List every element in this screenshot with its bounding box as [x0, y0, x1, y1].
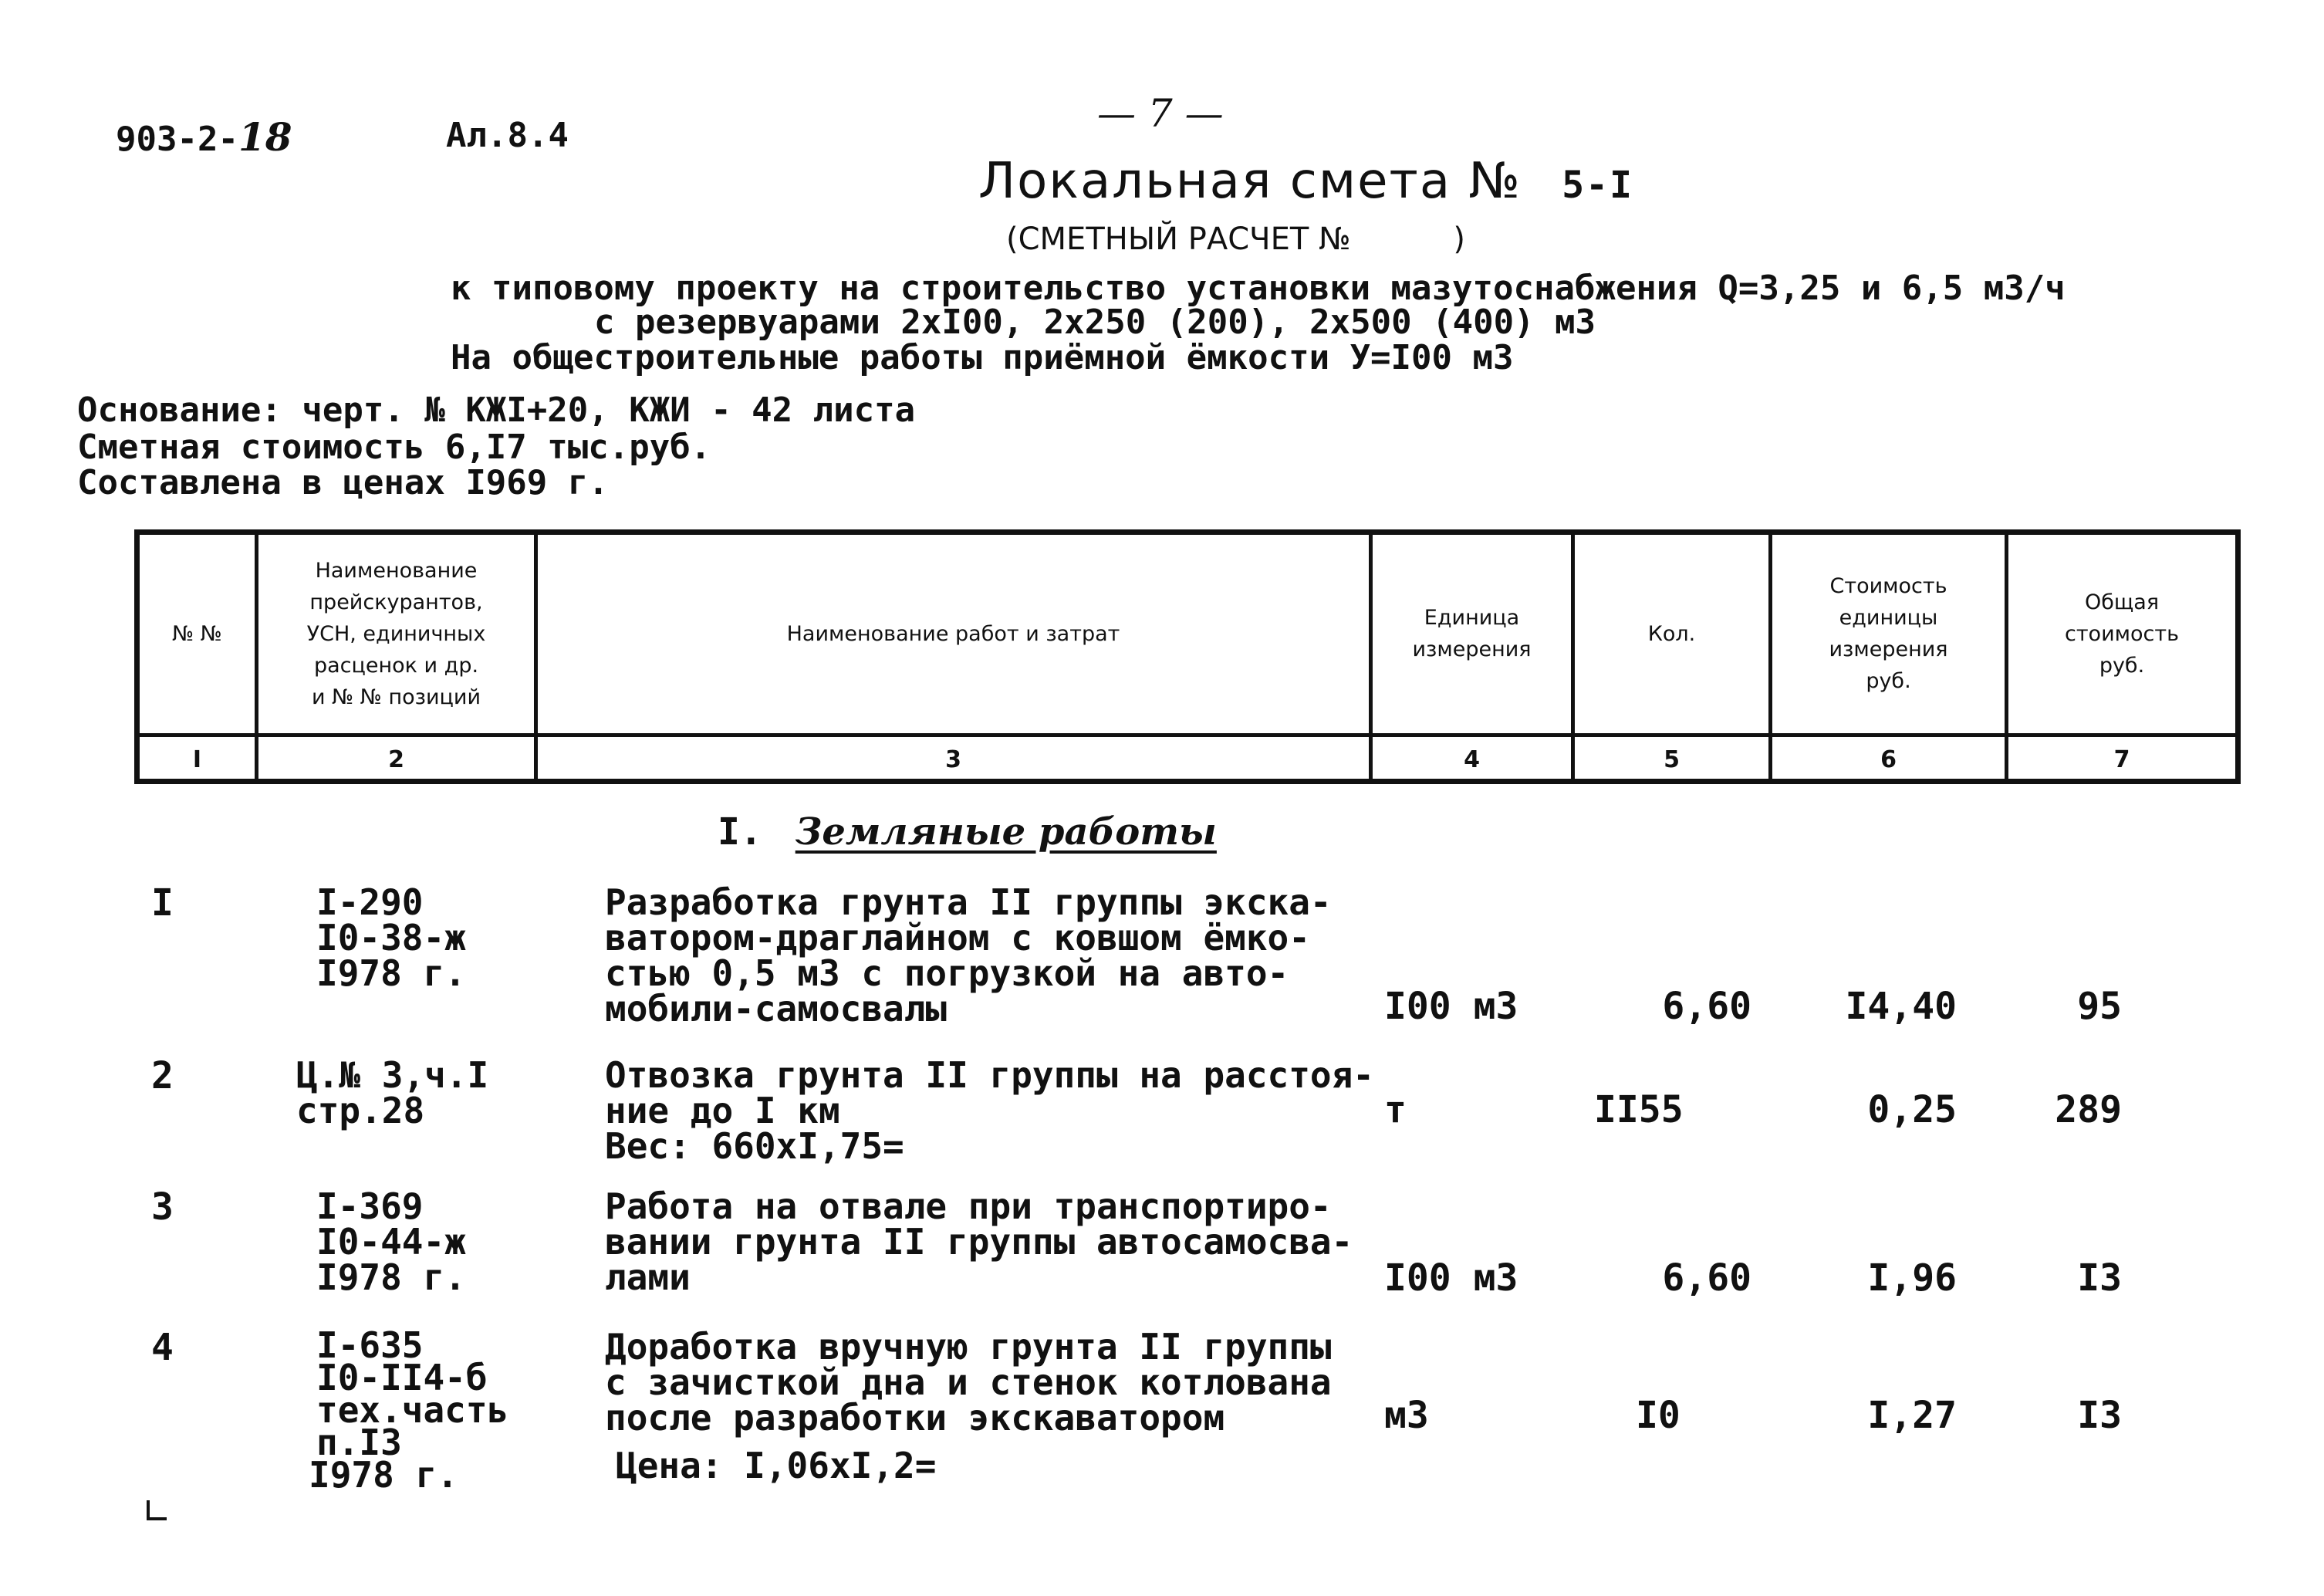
header-text: расценок и др. [313, 653, 479, 678]
row-unit: т [1384, 1088, 1407, 1131]
section-name: Земляные работы [795, 810, 1217, 854]
header-cell-quantity: Кол. [1647, 621, 1696, 646]
column-number: 2 [388, 746, 404, 773]
header-text: измерения [1412, 637, 1532, 661]
column-number: 7 [2113, 746, 2130, 773]
description-line-2: с резервуарами 2хI00, 2х250 (200), 2х500 (400) м3 [594, 303, 1596, 342]
corner-mark [147, 1500, 167, 1520]
desc-line: после разработки экскаватором [605, 1397, 1225, 1439]
desc-line: мобили-самосвалы [605, 988, 948, 1030]
album-number: Ал.8.4 [446, 116, 569, 155]
row-quantity: II55 [1594, 1088, 1684, 1131]
code-line: I-369 [316, 1185, 424, 1227]
row-total: 95 [2077, 985, 2122, 1028]
column-number: I [192, 746, 202, 773]
header-cell-number: № № [172, 621, 222, 646]
page-subtitle-text: (СМЕТНЫЙ РАСЧЕТ № [1006, 221, 1351, 257]
row-number: 3 [151, 1185, 174, 1229]
header-cell-unit-cost [1772, 537, 2005, 730]
header-text: Наименование [315, 558, 478, 583]
header-text: измерения [1829, 637, 1948, 661]
desc-line: Разработка грунта II группы экска- [605, 881, 1332, 923]
description-line-3: На общестроительные работы приёмной ёмкости У=I00 м3 [451, 338, 1514, 377]
section-number: I. [718, 810, 762, 854]
desc-line: вании грунта II группы автосамосва- [605, 1221, 1353, 1263]
column-number: 4 [1464, 746, 1480, 773]
row-number: 4 [151, 1326, 174, 1369]
header-cell-total-cost [2008, 537, 2235, 730]
desc-line: с зачисткой дна и стенок котлована [605, 1361, 1332, 1403]
page-title-number: 5-I [1562, 164, 1633, 207]
header-cell-work-name: Наименование работ и затрат [786, 621, 1120, 646]
row-total: 289 [2055, 1088, 2122, 1131]
code-line: I0-II4-б [316, 1357, 488, 1398]
row-description [605, 1054, 1374, 1167]
row-unit-price: I4,40 [1845, 985, 1957, 1028]
desc-line: Работа на отвале при транспортиро- [605, 1185, 1332, 1227]
page-title-text: Локальная смета № [978, 153, 1522, 210]
row-quantity: 6,60 [1662, 1256, 1751, 1300]
header-text: руб. [2099, 653, 2145, 678]
code-line: I978 г. [316, 1256, 466, 1298]
desc-line: Вес: 660хI,75= [605, 1125, 904, 1167]
header-text: Стоимость [1829, 574, 1947, 598]
desc-line: ватором-драглайном с ковшом ёмко- [605, 917, 1310, 959]
header-text: Единица [1424, 606, 1520, 630]
doc-code-printed: 903-2- [116, 120, 238, 159]
code-line: п.I3 [316, 1422, 402, 1463]
page-number: — 7 — [1097, 91, 1224, 136]
row-total: I3 [2077, 1256, 2122, 1300]
column-number: 5 [1664, 746, 1680, 773]
row-description [605, 881, 1332, 1030]
page-subtitle-close: ) [1453, 221, 1465, 257]
row-quantity: 6,60 [1662, 985, 1751, 1028]
column-number: 3 [945, 746, 961, 773]
desc-line: Цена: I,06хI,2= [616, 1445, 937, 1486]
row-code [316, 1185, 466, 1298]
column-number: 6 [1880, 746, 1897, 773]
row-unit-price: 0,25 [1867, 1088, 1957, 1131]
desc-line: ние до I км [605, 1090, 840, 1131]
row-description [605, 1185, 1353, 1298]
page-title [978, 153, 1633, 210]
basis-line: Основание: черт. № КЖI+20, КЖИ - 42 листа [77, 391, 916, 430]
code-line: I-635 [316, 1324, 424, 1366]
code-line: I978 г. [309, 1454, 458, 1496]
row-unit-price: I,27 [1867, 1394, 1957, 1437]
code-line: тех.часть [316, 1389, 509, 1431]
code-line: I-290 [316, 881, 424, 923]
description-line-1: к типовому проекту на строительство установки мазутоснабжения Q=3,25 и 6,5 м3/ч [451, 269, 2066, 308]
code-line: I0-44-ж [316, 1221, 466, 1263]
row-total: I3 [2077, 1394, 2122, 1437]
row-unit: I00 м3 [1384, 985, 1518, 1028]
row-unit: м3 [1384, 1394, 1429, 1437]
cost-line: Сметная стоимость 6,I7 тыс.руб. [77, 428, 711, 467]
desc-line: Доработка вручную грунта II группы [605, 1326, 1332, 1368]
page-subtitle [1006, 221, 1465, 257]
header-text: стоимость [2064, 621, 2179, 646]
row-code [296, 1054, 489, 1131]
header-text: руб. [1866, 669, 1911, 693]
row-code [309, 1324, 509, 1496]
row-number: 2 [151, 1054, 174, 1097]
desc-line: Отвозка грунта II группы на расстоя- [605, 1054, 1374, 1096]
code-line: стр.28 [296, 1090, 425, 1131]
row-unit-price: I,96 [1867, 1256, 1957, 1300]
code-line: Ц.№ 3,ч.I [296, 1054, 489, 1096]
header-text: УСН, единичных [306, 621, 486, 646]
prices-line: Составлена в ценах I969 г. [77, 463, 609, 502]
header-text: и № № позиций [311, 685, 481, 709]
row-code [316, 881, 466, 994]
header-text: Общая [2084, 590, 2160, 614]
header-text: единицы [1839, 606, 1938, 630]
section-title [718, 810, 1217, 854]
row-unit: I00 м3 [1384, 1256, 1518, 1300]
desc-line: лами [605, 1256, 691, 1298]
doc-code [116, 114, 292, 160]
code-line: I0-38-ж [316, 917, 466, 959]
row-description [605, 1326, 1332, 1486]
row-quantity: I0 [1636, 1394, 1681, 1437]
table-divider-horizontal [134, 733, 2241, 737]
doc-code-handwritten: 18 [238, 114, 292, 160]
header-cell-codes [258, 537, 534, 730]
code-line: I978 г. [316, 952, 466, 994]
row-number: I [151, 881, 174, 925]
desc-line: стью 0,5 м3 с погрузкой на авто- [605, 952, 1289, 994]
header-cell-unit [1373, 537, 1571, 730]
header-text: прейскурантов, [309, 590, 483, 614]
